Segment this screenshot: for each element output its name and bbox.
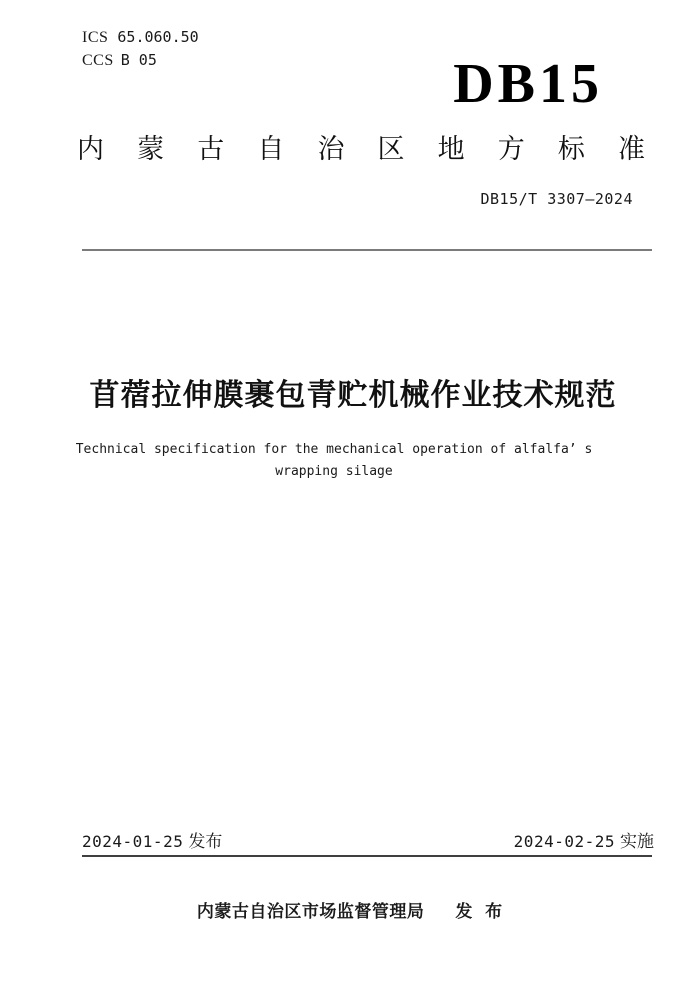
header-rule xyxy=(82,249,652,251)
issue-date-group xyxy=(82,830,222,854)
ics-value: 65.060.50 xyxy=(117,28,199,46)
dates-row xyxy=(82,830,654,854)
standard-type-char: 方 xyxy=(497,134,525,164)
title-en-line2: wrapping silage xyxy=(275,464,393,479)
standard-type-char: 治 xyxy=(317,134,345,164)
classification-block xyxy=(82,26,199,72)
implementation-date: 2024-02-25 xyxy=(513,832,615,851)
standard-type-char: 准 xyxy=(617,134,645,164)
ccs-row xyxy=(82,49,199,72)
implementation-label: 实施 xyxy=(620,832,654,851)
publisher-row xyxy=(0,899,700,925)
standard-type-char: 内 xyxy=(77,134,104,164)
publisher-name: 内蒙古自治区市场监督管理局 xyxy=(196,902,425,921)
title-en-line1: Technical specification for the mechanical operation of alfalfa’ s xyxy=(75,442,593,457)
issue-label: 发布 xyxy=(188,832,223,851)
ccs-label: CCS xyxy=(82,52,114,69)
standard-type-char: 区 xyxy=(377,134,405,164)
standard-type-char: 自 xyxy=(257,134,285,164)
standard-type-char: 地 xyxy=(437,134,465,164)
document-title-zh: 苜蓿拉伸膜裹包青贮机械作业技术规范 xyxy=(89,379,617,412)
standard-type-char: 标 xyxy=(557,134,585,164)
footer-rule xyxy=(82,855,652,857)
ccs-value: B 05 xyxy=(120,51,157,69)
db15-logo: DB15 xyxy=(453,53,603,115)
standard-type-title xyxy=(77,133,645,165)
ics-row xyxy=(82,26,199,49)
standard-type-char: 古 xyxy=(197,134,225,164)
standard-type-char: 蒙 xyxy=(137,134,165,164)
implementation-date-group xyxy=(514,830,654,854)
document-title-en xyxy=(0,439,668,483)
standard-number: DB15/T 3307—2024 xyxy=(480,190,633,208)
publish-label: 发 布 xyxy=(455,902,504,921)
ics-label: ICS xyxy=(82,29,109,46)
issue-date: 2024-01-25 xyxy=(82,832,184,851)
